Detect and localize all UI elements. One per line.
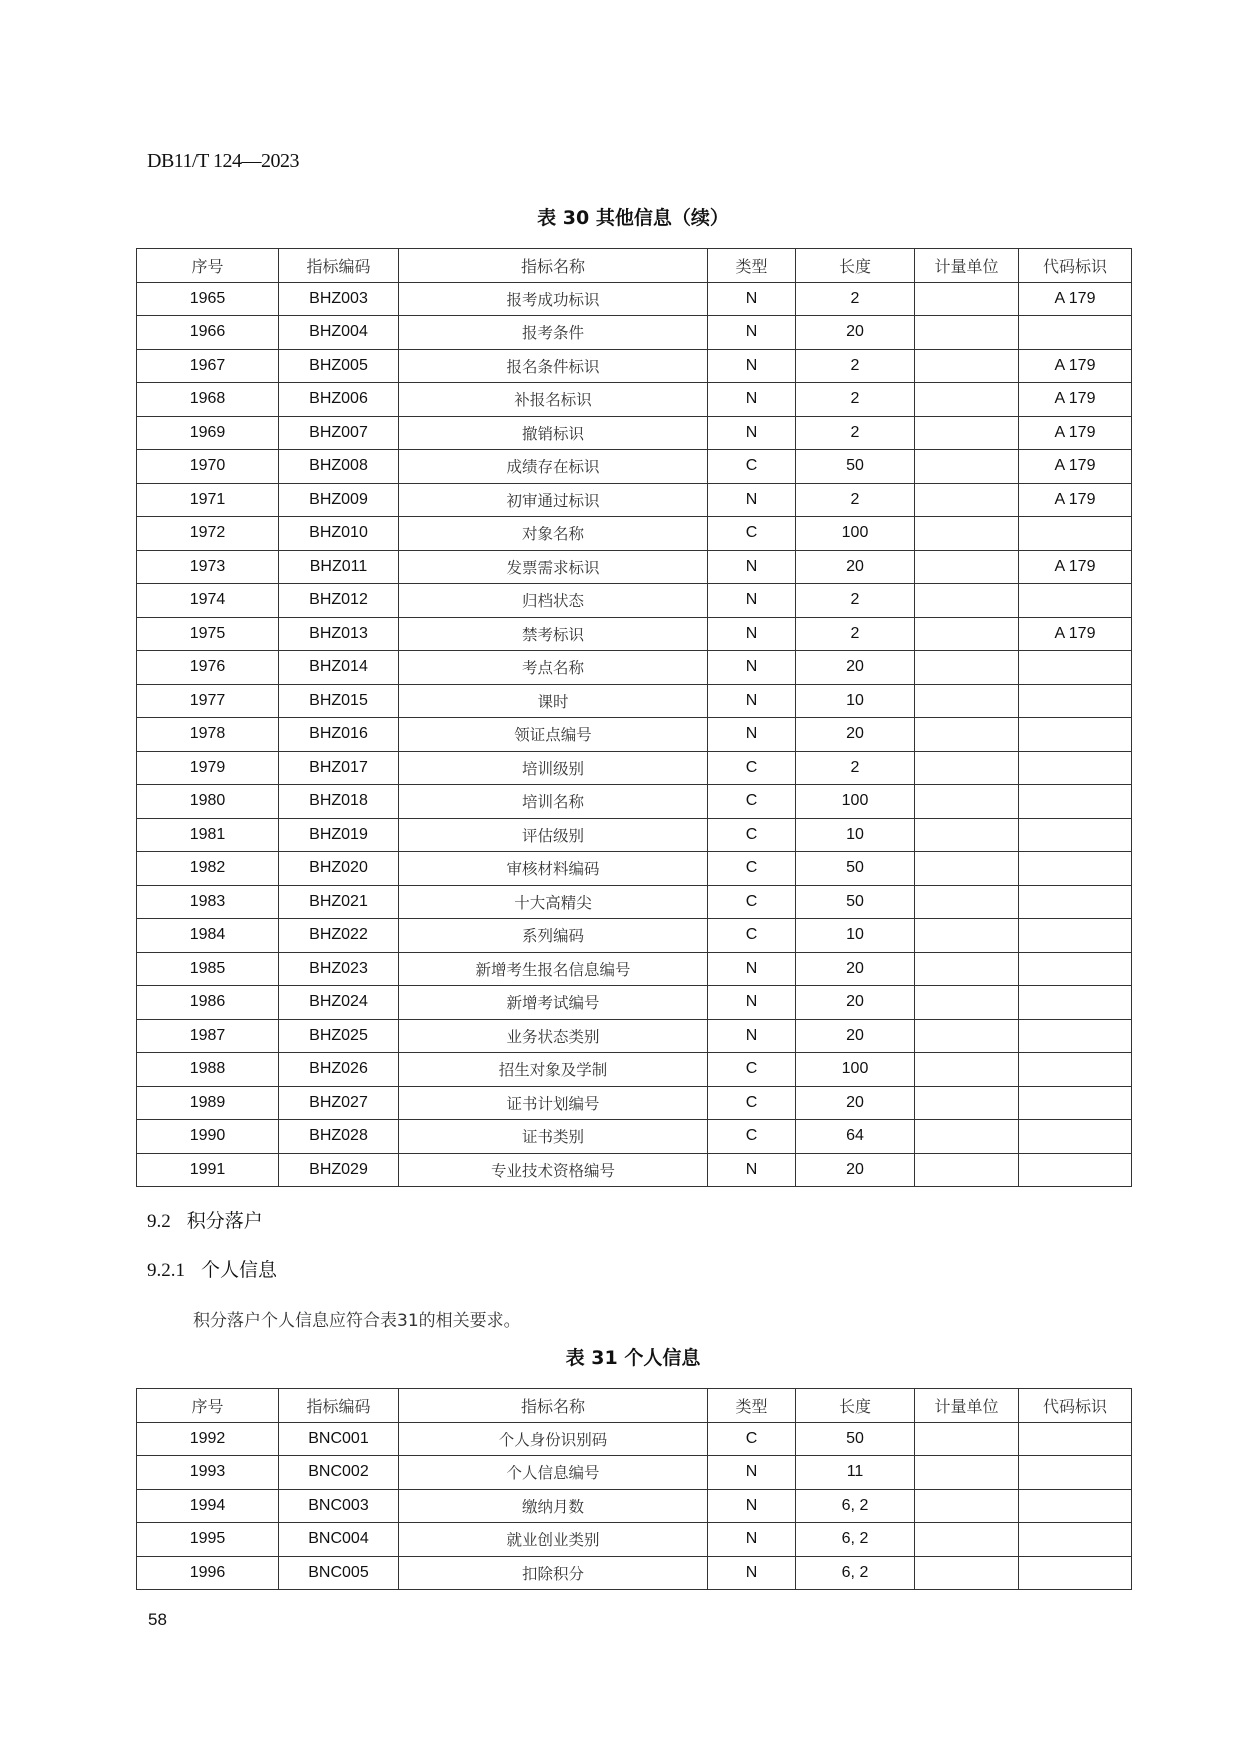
- cell-code: BHZ020: [279, 852, 399, 886]
- cell-seq: 1983: [137, 885, 279, 919]
- table-row: [137, 316, 1132, 350]
- cell-type: N: [708, 718, 796, 752]
- cell-unit: [915, 1422, 1019, 1456]
- cell-seq: 1989: [137, 1086, 279, 1120]
- cell-name: 培训级别: [399, 751, 708, 785]
- cell-unit: [915, 1456, 1019, 1490]
- cell-unit: [915, 885, 1019, 919]
- section-heading-9-2: [147, 1206, 263, 1233]
- cell-type: C: [708, 785, 796, 819]
- table-row: [137, 617, 1132, 651]
- cell-type: C: [708, 1422, 796, 1456]
- cell-unit: [915, 1086, 1019, 1120]
- table-row: [137, 751, 1132, 785]
- cell-type: C: [708, 919, 796, 953]
- cell-code-id: A 179: [1019, 617, 1132, 651]
- cell-seq: 1980: [137, 785, 279, 819]
- column-header-unit: 计量单位: [915, 249, 1019, 283]
- cell-code: BHZ024: [279, 986, 399, 1020]
- cell-unit: [915, 349, 1019, 383]
- cell-length: 20: [796, 952, 915, 986]
- cell-seq: 1990: [137, 1120, 279, 1154]
- cell-code: BNC003: [279, 1489, 399, 1523]
- cell-code: BNC004: [279, 1523, 399, 1557]
- cell-name: 就业创业类别: [399, 1523, 708, 1557]
- cell-seq: 1974: [137, 584, 279, 618]
- cell-type: N: [708, 383, 796, 417]
- cell-length: 20: [796, 986, 915, 1020]
- table-row: [137, 1489, 1132, 1523]
- cell-length: 64: [796, 1120, 915, 1154]
- cell-seq: 1991: [137, 1153, 279, 1187]
- cell-name: 个人信息编号: [399, 1456, 708, 1490]
- column-header-type: 类型: [708, 249, 796, 283]
- table-row: [137, 349, 1132, 383]
- cell-name: 缴纳月数: [399, 1489, 708, 1523]
- cell-name: 证书计划编号: [399, 1086, 708, 1120]
- column-header-code-id: 代码标识: [1019, 1389, 1132, 1423]
- table-row: [137, 517, 1132, 551]
- cell-code-id: [1019, 919, 1132, 953]
- cell-code-id: [1019, 684, 1132, 718]
- table-row: [137, 1556, 1132, 1590]
- table-row: [137, 383, 1132, 417]
- body-paragraph: 积分落户个人信息应符合表31的相关要求。: [193, 1311, 521, 1331]
- cell-type: N: [708, 316, 796, 350]
- column-header-code: 指标编码: [279, 249, 399, 283]
- cell-type: N: [708, 584, 796, 618]
- cell-type: N: [708, 986, 796, 1020]
- cell-code: BHZ006: [279, 383, 399, 417]
- cell-seq: 1971: [137, 483, 279, 517]
- cell-code: BHZ019: [279, 818, 399, 852]
- cell-seq: 1985: [137, 952, 279, 986]
- cell-type: C: [708, 450, 796, 484]
- column-header-length: 长度: [796, 1389, 915, 1423]
- table-row: [137, 785, 1132, 819]
- cell-unit: [915, 1556, 1019, 1590]
- table-30-caption: 表 30 其他信息（续）: [537, 207, 729, 229]
- cell-code-id: [1019, 1120, 1132, 1154]
- cell-code-id: A 179: [1019, 383, 1132, 417]
- cell-code-id: A 179: [1019, 550, 1132, 584]
- cell-unit: [915, 383, 1019, 417]
- cell-code: BHZ013: [279, 617, 399, 651]
- cell-seq: 1970: [137, 450, 279, 484]
- cell-code-id: [1019, 1019, 1132, 1053]
- cell-unit: [915, 483, 1019, 517]
- cell-code: BHZ022: [279, 919, 399, 953]
- cell-code: BHZ017: [279, 751, 399, 785]
- cell-type: C: [708, 517, 796, 551]
- cell-code: BHZ021: [279, 885, 399, 919]
- cell-code-id: A 179: [1019, 450, 1132, 484]
- table-row: [137, 1086, 1132, 1120]
- cell-type: N: [708, 617, 796, 651]
- cell-seq: 1976: [137, 651, 279, 685]
- table-row: [137, 718, 1132, 752]
- cell-name: 报考条件: [399, 316, 708, 350]
- cell-length: 2: [796, 751, 915, 785]
- cell-code: BNC002: [279, 1456, 399, 1490]
- cell-length: 2: [796, 383, 915, 417]
- column-header-name: 指标名称: [399, 1389, 708, 1423]
- cell-unit: [915, 651, 1019, 685]
- cell-unit: [915, 517, 1019, 551]
- cell-type: N: [708, 952, 796, 986]
- cell-code: BHZ027: [279, 1086, 399, 1120]
- cell-type: C: [708, 818, 796, 852]
- cell-length: 20: [796, 316, 915, 350]
- cell-code-id: [1019, 584, 1132, 618]
- table-row: [137, 952, 1132, 986]
- cell-type: N: [708, 550, 796, 584]
- cell-unit: [915, 1053, 1019, 1087]
- cell-unit: [915, 617, 1019, 651]
- cell-code-id: [1019, 785, 1132, 819]
- table-row: [137, 852, 1132, 886]
- table-header-row: [137, 1389, 1132, 1423]
- table-row: [137, 450, 1132, 484]
- cell-seq: 1984: [137, 919, 279, 953]
- cell-unit: [915, 416, 1019, 450]
- cell-seq: 1994: [137, 1489, 279, 1523]
- cell-name: 新增考试编号: [399, 986, 708, 1020]
- column-header-name: 指标名称: [399, 249, 708, 283]
- cell-unit: [915, 316, 1019, 350]
- cell-type: N: [708, 684, 796, 718]
- cell-type: N: [708, 651, 796, 685]
- cell-type: N: [708, 1153, 796, 1187]
- column-header-seq: 序号: [137, 249, 279, 283]
- document-id: DB11/T 124—2023: [147, 150, 299, 172]
- cell-length: 100: [796, 1053, 915, 1087]
- cell-seq: 1977: [137, 684, 279, 718]
- cell-length: 50: [796, 1422, 915, 1456]
- cell-name: 归档状态: [399, 584, 708, 618]
- table-row: [137, 1120, 1132, 1154]
- cell-code-id: [1019, 885, 1132, 919]
- cell-name: 补报名标识: [399, 383, 708, 417]
- section-heading-9-2-1: [147, 1255, 277, 1282]
- cell-code: BHZ016: [279, 718, 399, 752]
- cell-type: N: [708, 349, 796, 383]
- cell-length: 20: [796, 1086, 915, 1120]
- cell-code: BHZ015: [279, 684, 399, 718]
- cell-code-id: [1019, 852, 1132, 886]
- table-row: [137, 1523, 1132, 1557]
- table-31: [136, 1388, 1132, 1590]
- table-header-row: [137, 249, 1132, 283]
- cell-name: 对象名称: [399, 517, 708, 551]
- cell-seq: 1973: [137, 550, 279, 584]
- cell-name: 培训名称: [399, 785, 708, 819]
- cell-length: 10: [796, 919, 915, 953]
- cell-length: 100: [796, 517, 915, 551]
- table-row: [137, 1153, 1132, 1187]
- cell-unit: [915, 684, 1019, 718]
- cell-seq: 1965: [137, 282, 279, 316]
- cell-code: BNC005: [279, 1556, 399, 1590]
- table-row: [137, 1053, 1132, 1087]
- cell-length: 20: [796, 550, 915, 584]
- cell-name: 证书类别: [399, 1120, 708, 1154]
- cell-code-id: [1019, 1556, 1132, 1590]
- table-row: [137, 483, 1132, 517]
- cell-type: C: [708, 852, 796, 886]
- cell-seq: 1988: [137, 1053, 279, 1087]
- cell-seq: 1966: [137, 316, 279, 350]
- cell-name: 系列编码: [399, 919, 708, 953]
- cell-code-id: [1019, 1489, 1132, 1523]
- cell-name: 课时: [399, 684, 708, 718]
- cell-name: 考点名称: [399, 651, 708, 685]
- cell-seq: 1981: [137, 818, 279, 852]
- cell-name: 初审通过标识: [399, 483, 708, 517]
- cell-unit: [915, 584, 1019, 618]
- cell-code: BHZ025: [279, 1019, 399, 1053]
- cell-type: N: [708, 483, 796, 517]
- cell-type: N: [708, 1523, 796, 1557]
- cell-length: 50: [796, 450, 915, 484]
- cell-code-id: [1019, 818, 1132, 852]
- table-row: [137, 282, 1132, 316]
- cell-length: 100: [796, 785, 915, 819]
- cell-name: 发票需求标识: [399, 550, 708, 584]
- table-row: [137, 986, 1132, 1020]
- cell-length: 6, 2: [796, 1556, 915, 1590]
- cell-code: BHZ007: [279, 416, 399, 450]
- cell-name: 业务状态类别: [399, 1019, 708, 1053]
- cell-length: 2: [796, 416, 915, 450]
- cell-code: BNC001: [279, 1422, 399, 1456]
- cell-unit: [915, 919, 1019, 953]
- cell-name: 招生对象及学制: [399, 1053, 708, 1087]
- cell-type: N: [708, 1019, 796, 1053]
- cell-name: 评估级别: [399, 818, 708, 852]
- cell-code: BHZ010: [279, 517, 399, 551]
- column-header-seq: 序号: [137, 1389, 279, 1423]
- cell-unit: [915, 1489, 1019, 1523]
- cell-code: BHZ008: [279, 450, 399, 484]
- cell-unit: [915, 852, 1019, 886]
- cell-type: C: [708, 1086, 796, 1120]
- cell-name: 领证点编号: [399, 718, 708, 752]
- cell-unit: [915, 718, 1019, 752]
- cell-length: 11: [796, 1456, 915, 1490]
- column-header-code: 指标编码: [279, 1389, 399, 1423]
- table-30: [136, 248, 1132, 1187]
- cell-unit: [915, 282, 1019, 316]
- cell-length: 2: [796, 483, 915, 517]
- cell-type: N: [708, 416, 796, 450]
- cell-code: BHZ012: [279, 584, 399, 618]
- section-number: 9.2: [147, 1211, 171, 1232]
- cell-length: 2: [796, 584, 915, 618]
- table-row: [137, 818, 1132, 852]
- cell-unit: [915, 1523, 1019, 1557]
- cell-code: BHZ026: [279, 1053, 399, 1087]
- cell-code-id: [1019, 1153, 1132, 1187]
- cell-name: 扣除积分: [399, 1556, 708, 1590]
- cell-code-id: [1019, 1456, 1132, 1490]
- table-row: [137, 1019, 1132, 1053]
- cell-length: 50: [796, 852, 915, 886]
- cell-unit: [915, 986, 1019, 1020]
- table-row: [137, 651, 1132, 685]
- cell-type: N: [708, 1556, 796, 1590]
- table-row: [137, 684, 1132, 718]
- cell-seq: 1969: [137, 416, 279, 450]
- cell-length: 2: [796, 617, 915, 651]
- cell-seq: 1996: [137, 1556, 279, 1590]
- table-31-caption: 表 31 个人信息: [565, 1347, 701, 1369]
- cell-seq: 1972: [137, 517, 279, 551]
- cell-type: N: [708, 282, 796, 316]
- cell-unit: [915, 751, 1019, 785]
- cell-code-id: A 179: [1019, 483, 1132, 517]
- cell-code-id: A 179: [1019, 349, 1132, 383]
- table-row: [137, 1422, 1132, 1456]
- cell-unit: [915, 1019, 1019, 1053]
- cell-name: 报名条件标识: [399, 349, 708, 383]
- cell-length: 10: [796, 818, 915, 852]
- cell-type: N: [708, 1456, 796, 1490]
- cell-seq: 1992: [137, 1422, 279, 1456]
- cell-code-id: A 179: [1019, 282, 1132, 316]
- cell-length: 20: [796, 651, 915, 685]
- cell-seq: 1995: [137, 1523, 279, 1557]
- cell-code: BHZ023: [279, 952, 399, 986]
- cell-code-id: [1019, 1086, 1132, 1120]
- column-header-length: 长度: [796, 249, 915, 283]
- cell-code-id: [1019, 1523, 1132, 1557]
- cell-code-id: [1019, 1053, 1132, 1087]
- cell-unit: [915, 818, 1019, 852]
- cell-code-id: A 179: [1019, 416, 1132, 450]
- cell-length: 20: [796, 1153, 915, 1187]
- cell-seq: 1968: [137, 383, 279, 417]
- cell-length: 6, 2: [796, 1523, 915, 1557]
- cell-seq: 1967: [137, 349, 279, 383]
- cell-name: 十大高精尖: [399, 885, 708, 919]
- cell-code-id: [1019, 517, 1132, 551]
- cell-code: BHZ004: [279, 316, 399, 350]
- section-title: 积分落户: [186, 1210, 263, 1232]
- cell-name: 报考成功标识: [399, 282, 708, 316]
- cell-length: 20: [796, 718, 915, 752]
- cell-seq: 1993: [137, 1456, 279, 1490]
- section-number: 9.2.1: [147, 1260, 185, 1281]
- cell-unit: [915, 550, 1019, 584]
- cell-name: 禁考标识: [399, 617, 708, 651]
- cell-seq: 1987: [137, 1019, 279, 1053]
- cell-code: BHZ005: [279, 349, 399, 383]
- cell-name: 成绩存在标识: [399, 450, 708, 484]
- cell-unit: [915, 1153, 1019, 1187]
- cell-length: 10: [796, 684, 915, 718]
- column-header-unit: 计量单位: [915, 1389, 1019, 1423]
- cell-length: 2: [796, 282, 915, 316]
- cell-unit: [915, 450, 1019, 484]
- cell-type: C: [708, 751, 796, 785]
- cell-name: 个人身份识别码: [399, 1422, 708, 1456]
- cell-seq: 1982: [137, 852, 279, 886]
- cell-code-id: [1019, 316, 1132, 350]
- cell-unit: [915, 952, 1019, 986]
- table-row: [137, 416, 1132, 450]
- column-header-code-id: 代码标识: [1019, 249, 1132, 283]
- cell-code: BHZ014: [279, 651, 399, 685]
- cell-type: C: [708, 1053, 796, 1087]
- cell-type: N: [708, 1489, 796, 1523]
- table-row: [137, 885, 1132, 919]
- cell-code-id: [1019, 986, 1132, 1020]
- cell-length: 6, 2: [796, 1489, 915, 1523]
- cell-code-id: [1019, 952, 1132, 986]
- cell-seq: 1979: [137, 751, 279, 785]
- cell-name: 撤销标识: [399, 416, 708, 450]
- column-header-type: 类型: [708, 1389, 796, 1423]
- cell-code: BHZ029: [279, 1153, 399, 1187]
- cell-unit: [915, 1120, 1019, 1154]
- cell-code-id: [1019, 1422, 1132, 1456]
- cell-length: 20: [796, 1019, 915, 1053]
- cell-code: BHZ003: [279, 282, 399, 316]
- cell-code-id: [1019, 751, 1132, 785]
- cell-seq: 1975: [137, 617, 279, 651]
- cell-name: 新增考生报名信息编号: [399, 952, 708, 986]
- table-row: [137, 919, 1132, 953]
- cell-code-id: [1019, 718, 1132, 752]
- section-title: 个人信息: [201, 1259, 278, 1281]
- cell-code: BHZ011: [279, 550, 399, 584]
- cell-code: BHZ009: [279, 483, 399, 517]
- cell-length: 2: [796, 349, 915, 383]
- cell-seq: 1986: [137, 986, 279, 1020]
- cell-name: 专业技术资格编号: [399, 1153, 708, 1187]
- page-number: 58: [148, 1610, 167, 1629]
- cell-type: C: [708, 885, 796, 919]
- cell-code-id: [1019, 651, 1132, 685]
- cell-name: 审核材料编码: [399, 852, 708, 886]
- cell-length: 50: [796, 885, 915, 919]
- table-row: [137, 1456, 1132, 1490]
- cell-seq: 1978: [137, 718, 279, 752]
- table-row: [137, 550, 1132, 584]
- cell-code: BHZ028: [279, 1120, 399, 1154]
- cell-type: C: [708, 1120, 796, 1154]
- cell-unit: [915, 785, 1019, 819]
- table-row: [137, 584, 1132, 618]
- cell-code: BHZ018: [279, 785, 399, 819]
